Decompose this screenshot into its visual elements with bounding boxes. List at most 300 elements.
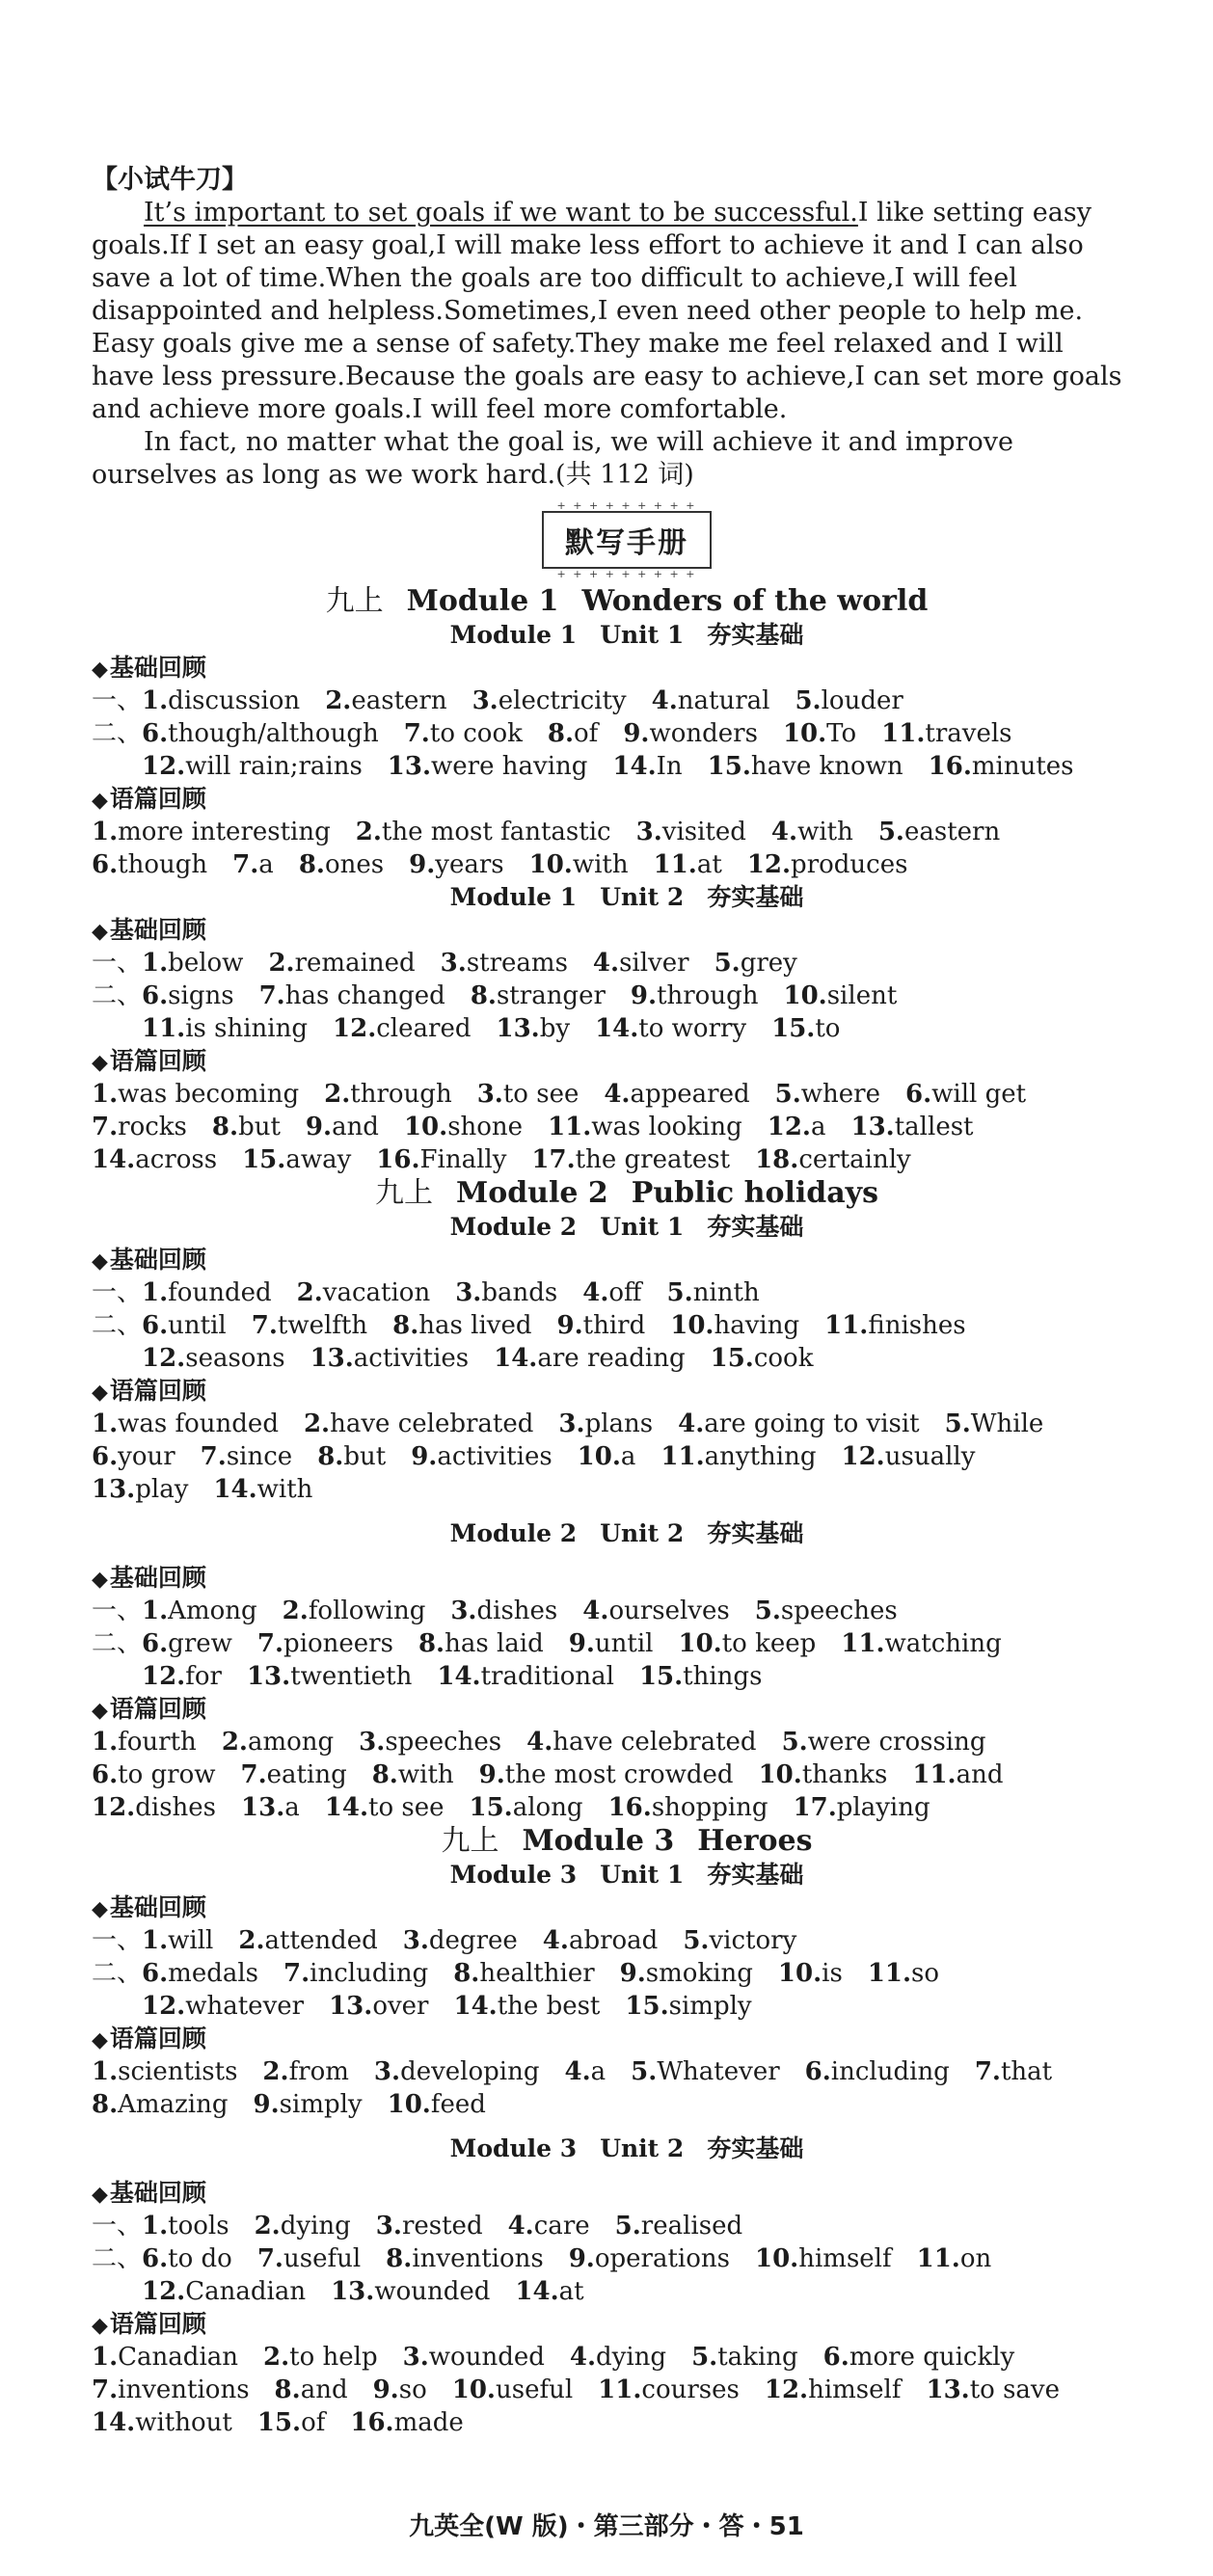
answer-item <box>678 1409 919 1438</box>
answer-text: himself <box>798 2244 892 2273</box>
answer-text: among <box>247 1728 335 1757</box>
answer-number: 3. <box>375 2212 402 2241</box>
answer-text: anything <box>704 1442 817 1471</box>
answer-text: a <box>620 1442 636 1471</box>
answer-text: traditional <box>480 1662 614 1691</box>
answer-text: stranger <box>496 981 606 1010</box>
module-topic: Public holidays <box>631 1176 878 1210</box>
answer-number: 7. <box>256 1629 284 1658</box>
answer-item <box>636 818 746 846</box>
answer-text: at <box>696 850 722 879</box>
answer-item <box>755 2244 892 2273</box>
answer-text: cook <box>753 1344 814 1373</box>
answer-text: have celebrated <box>330 1409 534 1438</box>
essay-line <box>92 426 1162 459</box>
answer-text: with <box>397 1760 454 1789</box>
answer-number: 2. <box>263 2343 290 2372</box>
answer-item <box>404 719 523 748</box>
answer-text: below <box>168 949 244 978</box>
answer-text: care <box>533 2212 590 2241</box>
answer-number: 14. <box>92 2408 136 2437</box>
answer-number: 2. <box>296 1278 323 1307</box>
answer-item <box>255 2212 351 2241</box>
answer-number: 4. <box>582 1278 609 1307</box>
essay-text: In fact, no matter what the goal is, we will achieve it and improve <box>144 427 1013 457</box>
answer-item <box>529 850 629 879</box>
answer-number: 12. <box>764 2375 809 2404</box>
section-label: 语篇回顾 <box>109 2025 206 2053</box>
answer-text: over <box>372 1992 429 2021</box>
answer-number: 14. <box>595 1014 639 1043</box>
answer-text: twelfth <box>277 1311 368 1340</box>
answer-item <box>92 1080 299 1109</box>
answer-text: remained <box>294 949 416 978</box>
answer-item <box>388 2090 486 2119</box>
answer-number: 9. <box>305 1113 333 1141</box>
answer-number: 15. <box>771 1014 816 1043</box>
answer-number: 13. <box>329 1992 373 2021</box>
answer-item <box>212 1113 281 1141</box>
answer-text: were having <box>431 752 588 781</box>
answer-item <box>92 2408 232 2437</box>
unit-name: Unit 2 <box>600 1519 685 1547</box>
answer-text: minutes <box>971 752 1074 781</box>
unit-subtitle: 夯实基础 <box>707 621 804 649</box>
answer-number: 1. <box>92 2057 119 2086</box>
answer-number: 10. <box>783 981 827 1010</box>
answer-number: 3. <box>359 1728 386 1757</box>
answer-number: 7. <box>251 1311 278 1340</box>
answer-number: 14. <box>515 2277 559 2306</box>
answer-text: grew <box>168 1629 232 1658</box>
answer-number: 6. <box>142 1959 169 1988</box>
answer-text: but <box>238 1113 281 1141</box>
answer-text: eastern <box>351 686 447 715</box>
answer-text: to do <box>168 2244 232 2273</box>
answer-text: more quickly <box>849 2343 1015 2372</box>
answer-item <box>548 1113 742 1141</box>
unit-name: Unit 1 <box>600 621 685 649</box>
answer-line <box>92 1078 1162 1111</box>
answer-text: silent <box>826 981 898 1010</box>
answer-text: and <box>300 2375 348 2404</box>
answer-line <box>92 1595 1162 1627</box>
answer-number: 4. <box>507 2212 534 2241</box>
answer-number: 6. <box>804 2057 831 2086</box>
answer-item <box>92 1409 279 1438</box>
answer-number: 2. <box>325 686 352 715</box>
answer-number: 8. <box>418 1629 445 1658</box>
answer-item <box>299 850 384 879</box>
essay-line <box>92 197 1162 229</box>
answer-item <box>142 1278 272 1307</box>
unit-subtitle: 夯实基础 <box>707 883 804 911</box>
answer-item <box>670 1311 799 1340</box>
unit-subtitle: 夯实基础 <box>707 2134 804 2162</box>
answer-text: for <box>185 1662 222 1691</box>
answer-text: louder <box>821 686 903 715</box>
answer-number: 14. <box>494 1344 538 1373</box>
answer-line <box>92 1342 1162 1375</box>
answer-text: though/although <box>168 719 379 748</box>
unit-title <box>92 1211 1162 1244</box>
answer-number: 9. <box>409 850 436 879</box>
answer-text: While <box>970 1409 1044 1438</box>
answer-item <box>593 949 689 978</box>
answer-number: 11. <box>653 850 697 879</box>
answer-text: off <box>608 1278 642 1307</box>
module-topic: Heroes <box>697 1824 813 1858</box>
answer-number: 10. <box>777 1959 822 1988</box>
answer-text: tools <box>168 2212 229 2241</box>
answer-text: produces <box>791 850 908 879</box>
answer-text: at <box>558 2277 584 2306</box>
answer-item <box>496 1014 570 1043</box>
answer-item <box>926 2375 1060 2404</box>
answer-number: 5. <box>691 2343 718 2372</box>
answer-item <box>714 949 797 978</box>
answer-number: 12. <box>142 752 186 781</box>
answer-text: travels <box>925 719 1012 748</box>
answer-item <box>142 1662 222 1691</box>
answer-line <box>92 816 1162 848</box>
answer-text: but <box>343 1442 387 1471</box>
essay-line <box>92 361 1162 393</box>
answer-item <box>92 2375 250 2404</box>
answer-number: 11. <box>660 1442 705 1471</box>
answer-number: 6. <box>142 1629 169 1658</box>
answer-number: 6. <box>92 1760 119 1789</box>
answer-text: activities <box>437 1442 553 1471</box>
answer-text: will <box>168 1926 214 1955</box>
answer-text: In <box>656 752 683 781</box>
answer-item <box>418 1629 544 1658</box>
answer-number: 6. <box>142 719 169 748</box>
section-label: 语篇回顾 <box>109 2310 206 2338</box>
answer-item <box>257 2244 361 2273</box>
answer-item <box>851 1113 974 1141</box>
answer-item <box>912 1760 1003 1789</box>
answer-item <box>92 1475 188 1504</box>
unit-title <box>92 1859 1162 1892</box>
answer-text: and <box>332 1113 379 1141</box>
answer-item <box>263 2343 378 2372</box>
answer-text: that <box>1000 2057 1053 2086</box>
answer-number: 5. <box>774 1080 801 1109</box>
answer-item <box>604 1080 749 1109</box>
answer-text: himself <box>808 2375 902 2404</box>
essay-text: I like setting easy <box>857 198 1092 228</box>
answer-number: 5. <box>754 1597 781 1625</box>
answer-line <box>92 1309 1162 1342</box>
answer-text: to see <box>368 1793 445 1822</box>
essay-heading: 【小试牛刀】 <box>92 165 248 195</box>
answer-number: 13. <box>246 1662 291 1691</box>
answer-number: 7. <box>283 1959 310 1988</box>
answer-number: 7. <box>232 850 259 879</box>
answer-line <box>92 1627 1162 1660</box>
unit-title <box>92 619 1162 652</box>
answer-number: 7. <box>92 2375 119 2404</box>
answer-number: 1. <box>92 818 119 846</box>
answer-number: 8. <box>274 2375 301 2404</box>
part-prefix: 一、 <box>92 949 143 978</box>
section-heading <box>92 2308 1162 2341</box>
answer-item <box>142 1014 308 1043</box>
answer-item <box>283 1597 426 1625</box>
answer-number: 7. <box>92 1113 119 1141</box>
answer-text: the most crowded <box>504 1760 734 1789</box>
answer-number: 17. <box>793 1793 837 1822</box>
answer-text: so <box>911 1959 940 1988</box>
unit-name: Unit 1 <box>600 1861 685 1889</box>
section-label: 基础回顾 <box>109 1246 206 1274</box>
answer-text: has lived <box>418 1311 532 1340</box>
answer-number: 15. <box>256 2408 302 2437</box>
part-prefix: 二、 <box>92 1629 143 1658</box>
answer-number: 1. <box>92 2343 119 2372</box>
answer-item <box>142 1959 258 1988</box>
answer-item <box>778 1959 843 1988</box>
answer-number: 11. <box>548 1113 592 1141</box>
answer-text: activities <box>353 1344 470 1373</box>
answer-text: rocks <box>118 1113 187 1141</box>
answer-text: courses <box>641 2375 740 2404</box>
answer-item <box>652 686 770 715</box>
section-label: 基础回顾 <box>109 1893 206 1921</box>
answer-text: of <box>574 719 599 748</box>
answer-item <box>452 2375 573 2404</box>
answer-number: 12. <box>142 1344 186 1373</box>
answer-number: 3. <box>455 1278 482 1307</box>
answer-number: 3. <box>373 2057 401 2086</box>
answer-item <box>403 1926 518 1955</box>
answer-item <box>142 752 363 781</box>
answer-number: 1. <box>142 1597 169 1625</box>
essay-text: save a lot of time.When the goals are too difficult to achieve,I will feel <box>92 263 1017 293</box>
answer-number: 5. <box>944 1409 971 1438</box>
answer-text: have celebrated <box>553 1728 757 1757</box>
answer-number: 1. <box>142 1278 169 1307</box>
answer-number: 7. <box>403 719 430 748</box>
answer-text: including <box>830 2057 950 2086</box>
diamond-icon: ◆ <box>92 2314 108 2338</box>
answer-text: natural <box>677 686 770 715</box>
answer-line <box>92 1957 1162 1990</box>
answer-number: 5. <box>714 949 741 978</box>
answer-text: pioneers <box>283 1629 393 1658</box>
unit-module: Module 2 <box>449 1213 578 1241</box>
answer-item <box>92 1145 217 1174</box>
answer-item <box>570 2343 666 2372</box>
answer-number: 8. <box>453 1959 480 1988</box>
answer-item <box>247 1662 412 1691</box>
handbook-banner: + + + + + + + + + 默写手册 + + + + + + + + + <box>542 511 712 569</box>
answer-text: dishes <box>135 1793 217 1822</box>
section-label: 基础回顾 <box>109 2179 206 2207</box>
answer-item <box>771 1014 840 1043</box>
answer-number: 9. <box>411 1442 438 1471</box>
answer-line <box>92 1660 1162 1693</box>
answer-text: to keep <box>721 1629 817 1658</box>
answer-text: following <box>308 1597 426 1625</box>
answer-item <box>92 1728 197 1757</box>
section-label: 基础回顾 <box>109 916 206 944</box>
answer-number: 8. <box>470 981 497 1010</box>
answer-number: 7. <box>200 1442 227 1471</box>
answer-line <box>92 1758 1162 1791</box>
diamond-icon: ◆ <box>92 1249 108 1274</box>
answer-text: inventions <box>412 2244 544 2273</box>
answer-line <box>92 1473 1162 1506</box>
answer-item <box>142 1926 213 1955</box>
diamond-icon: ◆ <box>92 657 108 682</box>
unit-module: Module 1 <box>449 883 578 911</box>
answer-item <box>304 1409 533 1438</box>
answer-text: on <box>959 2244 992 2273</box>
answer-item <box>262 2057 349 2086</box>
answer-item <box>142 949 243 978</box>
answer-text: tallest <box>894 1113 974 1141</box>
answer-line <box>92 1726 1162 1758</box>
answer-text: was looking <box>591 1113 742 1141</box>
answer-number: 12. <box>142 1662 186 1691</box>
answer-text: was founded <box>118 1409 279 1438</box>
answer-text: with <box>797 818 853 846</box>
answer-number: 12. <box>746 850 792 879</box>
answer-item <box>409 850 504 879</box>
answer-item <box>455 1278 557 1307</box>
module-name: Module 1 <box>406 584 559 618</box>
answer-item <box>254 2090 363 2119</box>
answer-number: 1. <box>92 1080 119 1109</box>
answer-number: 8. <box>92 2090 119 2119</box>
answer-text: shopping <box>651 1793 768 1822</box>
answer-text: useful <box>495 2375 574 2404</box>
answer-item <box>213 1475 312 1504</box>
answer-text: operations <box>594 2244 730 2273</box>
spacer <box>92 2165 1162 2177</box>
answer-item <box>252 1311 367 1340</box>
answer-number: 10. <box>451 2375 496 2404</box>
answer-text: eastern <box>903 818 1001 846</box>
answer-number: 9. <box>372 2375 399 2404</box>
answer-item <box>329 1992 428 2021</box>
answer-item <box>823 2343 1015 2372</box>
answer-number: 9. <box>630 981 658 1010</box>
answer-number: 11. <box>824 1311 869 1340</box>
answer-number: 8. <box>317 1442 344 1471</box>
answer-item <box>683 1926 796 1955</box>
answer-number: 6. <box>142 981 169 1010</box>
answer-number: 1. <box>92 1409 119 1438</box>
answer-number: 4. <box>582 1597 609 1625</box>
answer-item <box>494 1344 685 1373</box>
answer-number: 16. <box>350 2408 394 2437</box>
unit-module: Module 3 <box>449 2134 578 2162</box>
answer-line <box>92 1276 1162 1309</box>
answer-item <box>667 1278 760 1307</box>
answer-text: play <box>135 1475 189 1504</box>
answer-item <box>795 686 903 715</box>
answer-line <box>92 848 1162 881</box>
answer-text: is <box>822 1959 843 1988</box>
answer-item <box>92 1442 175 1471</box>
answer-number: 4. <box>569 2343 597 2372</box>
answer-text: until <box>594 1629 654 1658</box>
answer-number: 10. <box>782 719 827 748</box>
answer-number: 12. <box>767 1113 811 1141</box>
answer-item <box>92 1760 216 1789</box>
module-title <box>92 584 1162 619</box>
section-heading <box>92 1562 1162 1595</box>
answer-item <box>92 2090 229 2119</box>
answer-text: appeared <box>630 1080 750 1109</box>
essay-line <box>92 328 1162 361</box>
answer-item <box>142 1311 227 1340</box>
answer-number: 6. <box>822 2343 849 2372</box>
answer-text: abroad <box>568 1926 659 1955</box>
answer-line <box>92 1924 1162 1957</box>
answer-item <box>929 752 1074 781</box>
part-prefix: 二、 <box>92 719 143 748</box>
essay-text: goals.If I set an easy goal,I will make less effort to achieve it and I can also <box>92 230 1084 260</box>
answer-number: 7. <box>256 2244 283 2273</box>
answer-line <box>92 1440 1162 1473</box>
answer-text: things <box>683 1662 763 1691</box>
answer-number: 10. <box>758 1760 802 1789</box>
answer-number: 4. <box>604 1080 631 1109</box>
spacer <box>92 1550 1162 1562</box>
answer-text: where <box>800 1080 880 1109</box>
answer-number: 3. <box>476 1080 503 1109</box>
answer-text: along <box>512 1793 583 1822</box>
spacer <box>92 2121 1162 2133</box>
answer-text: plans <box>584 1409 654 1438</box>
answer-text: simply <box>668 1992 752 2021</box>
answer-number: 14. <box>92 1145 136 1174</box>
answer-text: since <box>226 1442 293 1471</box>
answer-item <box>526 1728 756 1757</box>
answer-item <box>297 1278 431 1307</box>
essay-section <box>92 164 1162 492</box>
answer-text: with <box>572 850 629 879</box>
answer-item <box>868 1959 939 1988</box>
section-label: 语篇回顾 <box>109 1047 206 1075</box>
answer-item <box>392 1311 531 1340</box>
section-heading <box>92 914 1162 947</box>
answer-number: 7. <box>240 1760 267 1789</box>
answer-item <box>142 719 379 748</box>
unit-subtitle: 夯实基础 <box>707 1861 804 1889</box>
module-name: Module 3 <box>522 1824 675 1858</box>
answer-text: through <box>350 1080 452 1109</box>
answer-number: 5. <box>795 686 822 715</box>
answer-number: 15. <box>469 1793 513 1822</box>
answer-text: has laid <box>445 1629 544 1658</box>
answer-text: to grow <box>118 1760 216 1789</box>
answer-item <box>374 2057 540 2086</box>
answer-number: 3. <box>440 949 467 978</box>
part-prefix: 一、 <box>92 686 143 715</box>
answer-number: 2. <box>324 1080 351 1109</box>
answer-text: taking <box>717 2343 798 2372</box>
diamond-icon: ◆ <box>92 1381 108 1405</box>
answer-number: 11. <box>916 2244 960 2273</box>
answer-line <box>92 1791 1162 1824</box>
answer-text: wonders <box>649 719 758 748</box>
section-heading <box>92 1693 1162 1726</box>
